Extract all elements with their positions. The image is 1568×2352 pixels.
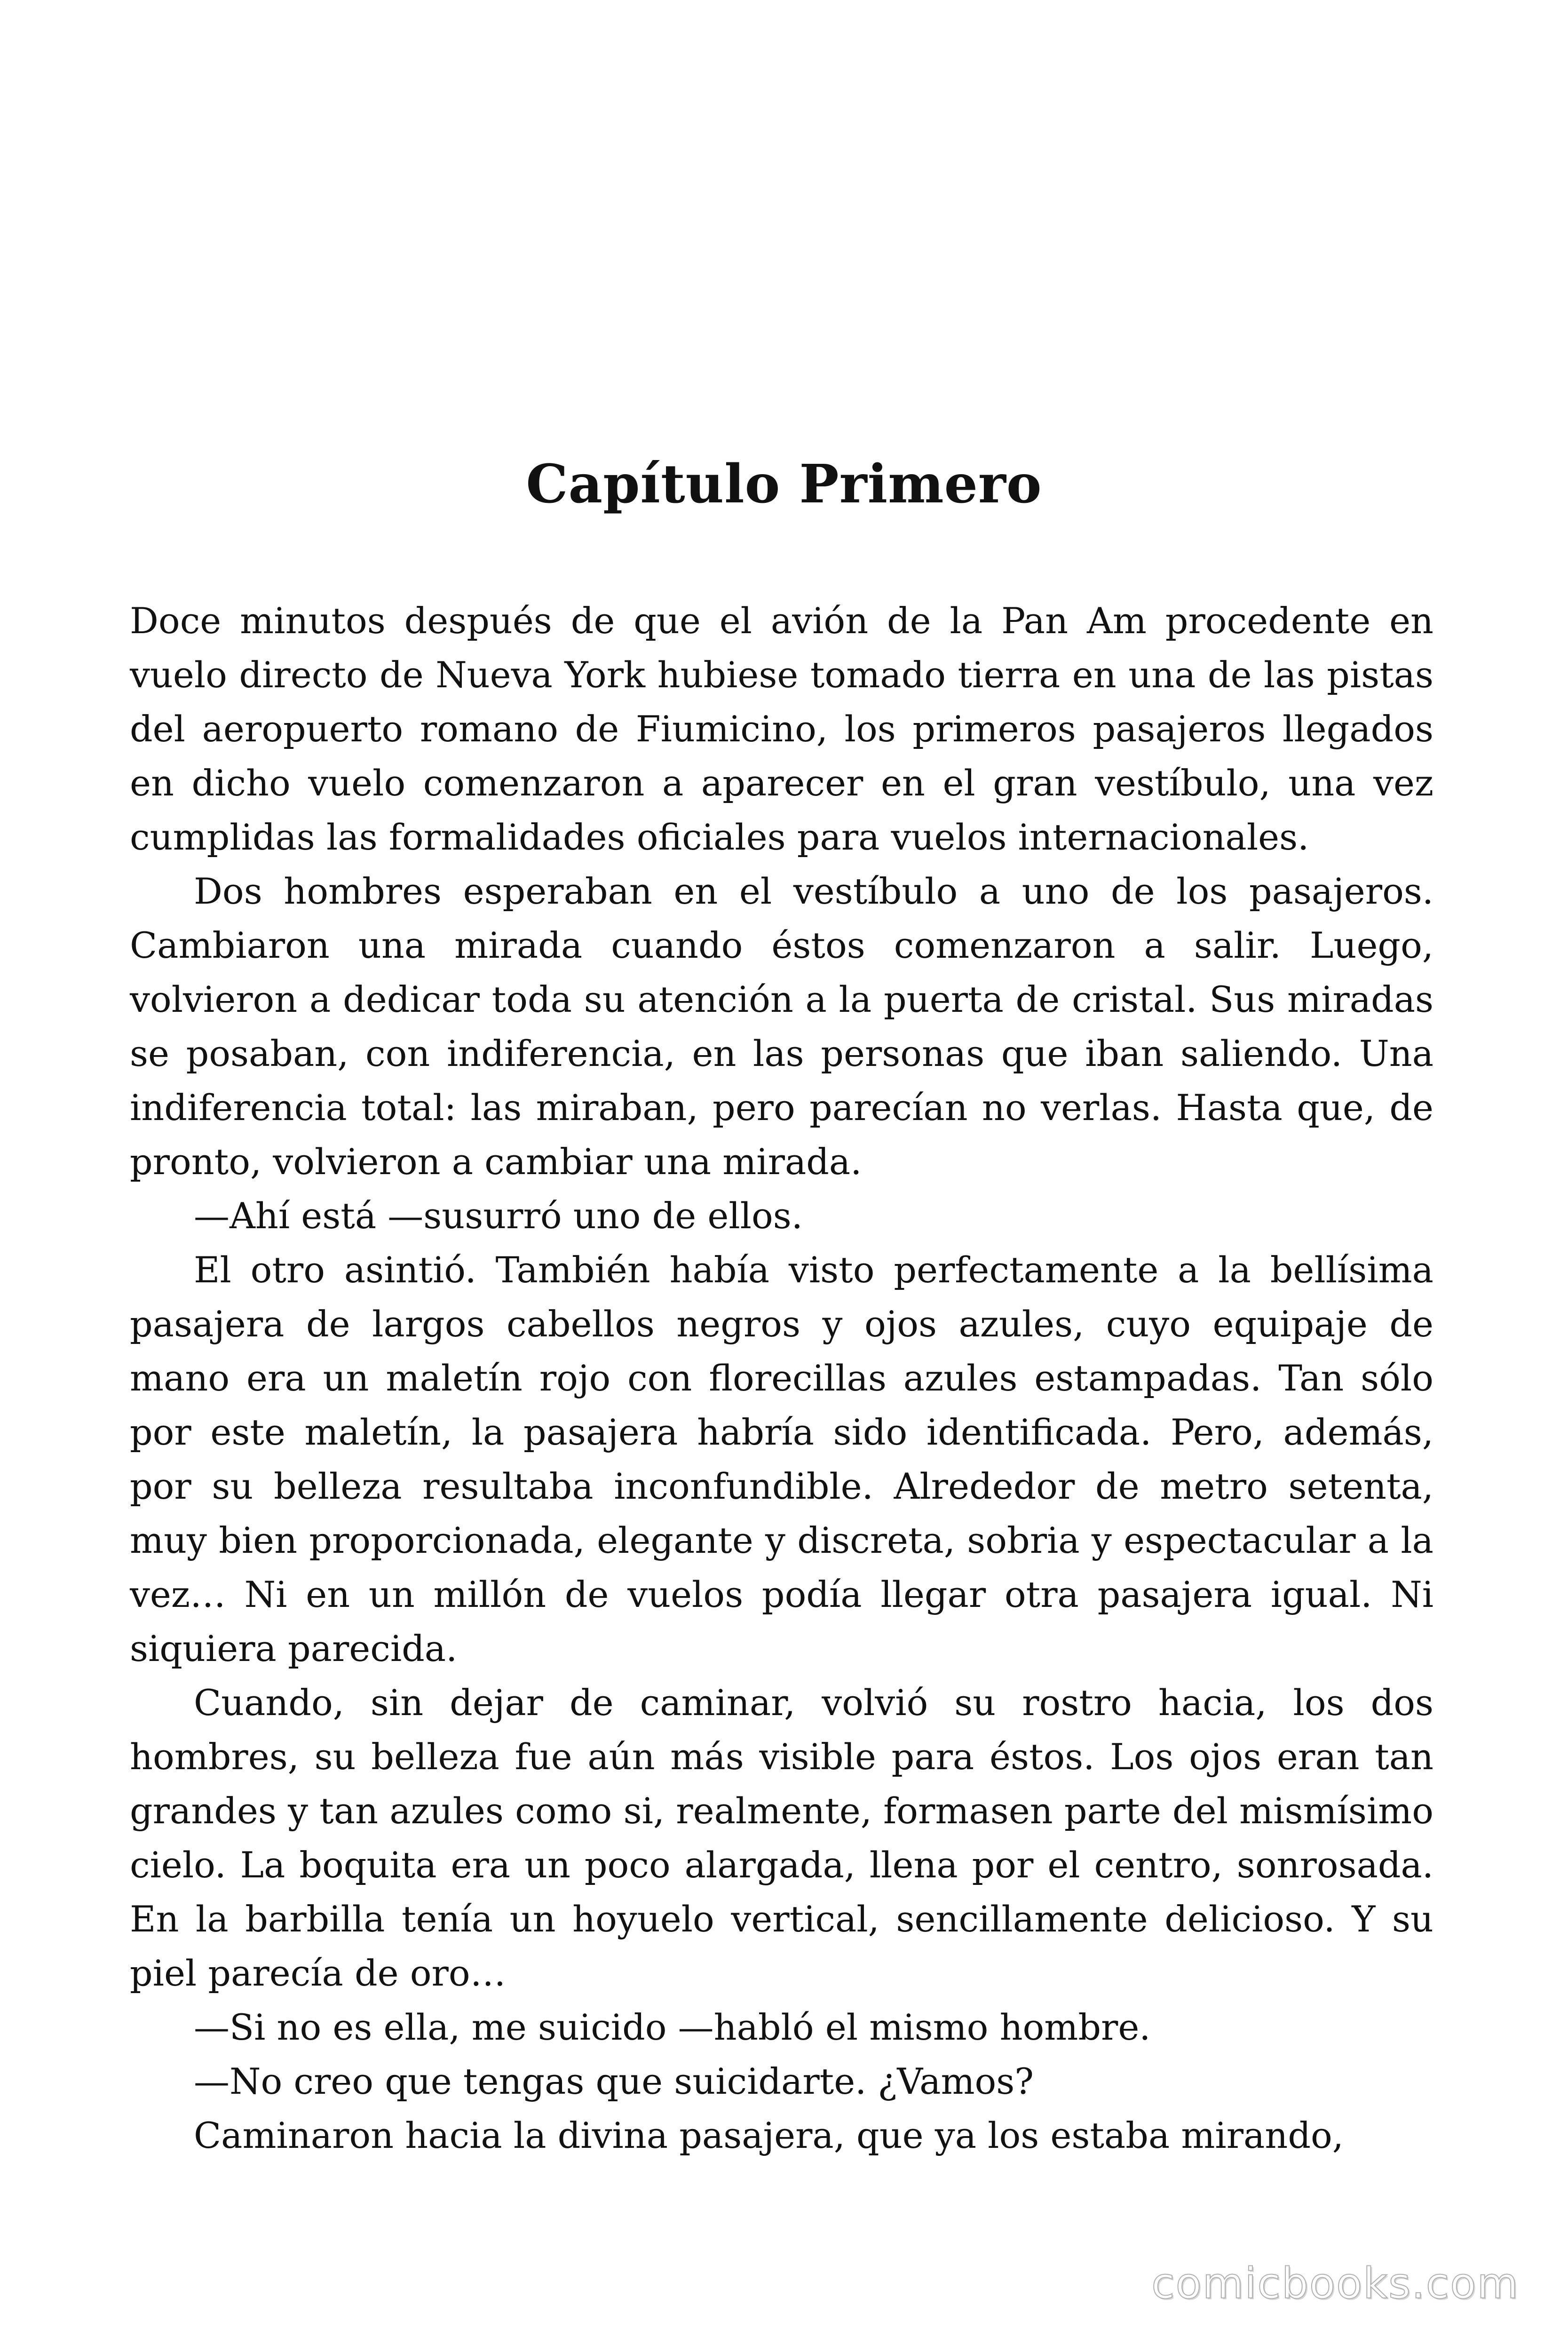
paragraph-1: Doce minutos después de que el avión de la Pan Am procedente en vuelo directo de Nueva York hubiese tomado tierra en una de las pistas del aeropuerto romano de Fiumicino, los primeros pasajeros llegados en dicho vuelo comenzaron a aparecer en el gran vestíbulo, una vez cumplidas las formalidades oficiales para vuelos internacionales. xyxy=(130,600,1433,858)
paragraph-3: —Ahí está —susurró uno de ellos. xyxy=(194,1195,803,1237)
paragraph-8: Caminaron hacia la divina pasajera, que ya los estaba mirando, xyxy=(194,2114,1344,2156)
chapter-title: Capítulo Primero xyxy=(526,453,1042,515)
paragraph-5: Cuando, sin dejar de caminar, volvió su rostro hacia, los dos hombres, su belleza fue aún más visible para éstos. Los ojos eran tan grandes y tan azules como si, realmente, formasen parte del mismísimo cielo. La boquita era un poco alargada, llena por el centro, sonrosada. En la barbilla tenía un hoyuelo vertical, sencillamente delicioso. Y su piel parecía de oro… xyxy=(130,1682,1433,1994)
chapter-text xyxy=(130,594,1433,2162)
watermark: comicbooks.com xyxy=(1151,2259,1519,2308)
paragraph-6: —Si no es ella, me suicido —habló el mismo hombre. xyxy=(194,2006,1151,2048)
paragraph-2: Dos hombres esperaban en el vestíbulo a uno de los pasajeros. Cambiaron una mirada cuando éstos comenzaron a salir. Luego, volvieron a dedicar toda su atención a la puerta de cristal. Sus miradas se posaban, con indiferencia, en las personas que iban saliendo. Una indiferencia total: las miraban, pero parecían no verlas. Hasta que, de pronto, volvieron a cambiar una mirada. xyxy=(130,870,1433,1183)
paragraph-7: —No creo que tengas que suicidarte. ¿Vamos? xyxy=(194,2060,1034,2102)
paragraph-4: El otro asintió. También había visto perfectamente a la bellísima pasajera de largos cabellos negros y ojos azules, cuyo equipaje de mano era un maletín rojo con florecillas azules estampadas. Tan sólo por este maletín, la pasajera habría sido identificada. Pero, además, por su belleza resultaba inconfundible. Alrededor de metro setenta, muy bien proporcionada, elegante y discreta, sobria y espectacular a la vez… Ni en un millón de vuelos podía llegar otra pasajera igual. Ni siquiera parecida. xyxy=(130,1249,1433,1669)
